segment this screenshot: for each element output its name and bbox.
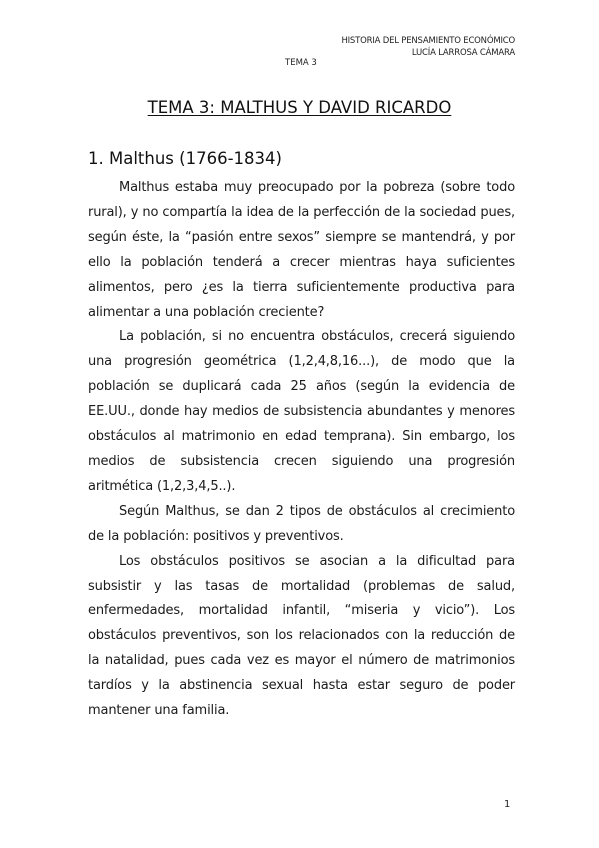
section-body (88, 176, 515, 724)
section-heading: 1. Malthus (1766-1834) (88, 149, 282, 168)
page-title: TEMA 3: MALTHUS Y DAVID RICARDO (147, 98, 452, 117)
header-author: LUCÍA LARROSA CÁMARA (411, 47, 515, 58)
paragraph: Malthus estaba muy preocupado por la pobreza (sobre todo rural), y no compartía la idea de la perfección de la sociedad pues, según éste, la “pasión entre sexos” siempre se mantendrá, y por ello la población tenderá a crecer mientras haya suficientes alimentos, pero ¿es la tierra suficientemente productiva para alimentar a una población creciente? (88, 180, 515, 320)
paragraph: Según Malthus, se dan 2 tipos de obstáculos al crecimiento de la población: positivos y preventivos. (88, 503, 515, 544)
paragraph: La población, si no encuentra obstáculos, crecerá siguiendo una progresión geométrica (1,2,4,8,16...), de modo que la población se duplicará cada 25 años (según la evidencia de EE.UU., donde hay medios de subsistencia abundantes y menores obstáculos al matrimonio en edad temprana). Sin embargo, los medios de subsistencia crecen siguiendo una progresión aritmética (1,2,3,4,5..). (88, 329, 515, 494)
header-course: HISTORIA DEL PENSAMIENTO ECONÓMICO (341, 36, 515, 46)
running-header (341, 36, 515, 59)
paragraph: Los obstáculos positivos se asocian a la dificultad para subsistir y las tasas de mortalidad (problemas de salud, enfermedades, mortalidad infantil, “miseria y vicio”). Los obstáculos preventivos, son los relacionados con la reducción de la natalidad, pues cada vez es mayor el número de matrimonios tardíos y la abstinencia sexual hasta estar seguro de poder mantener una familia. (88, 553, 515, 719)
page-number: 1 (504, 799, 511, 810)
header-tema: TEMA 3 (285, 58, 317, 68)
